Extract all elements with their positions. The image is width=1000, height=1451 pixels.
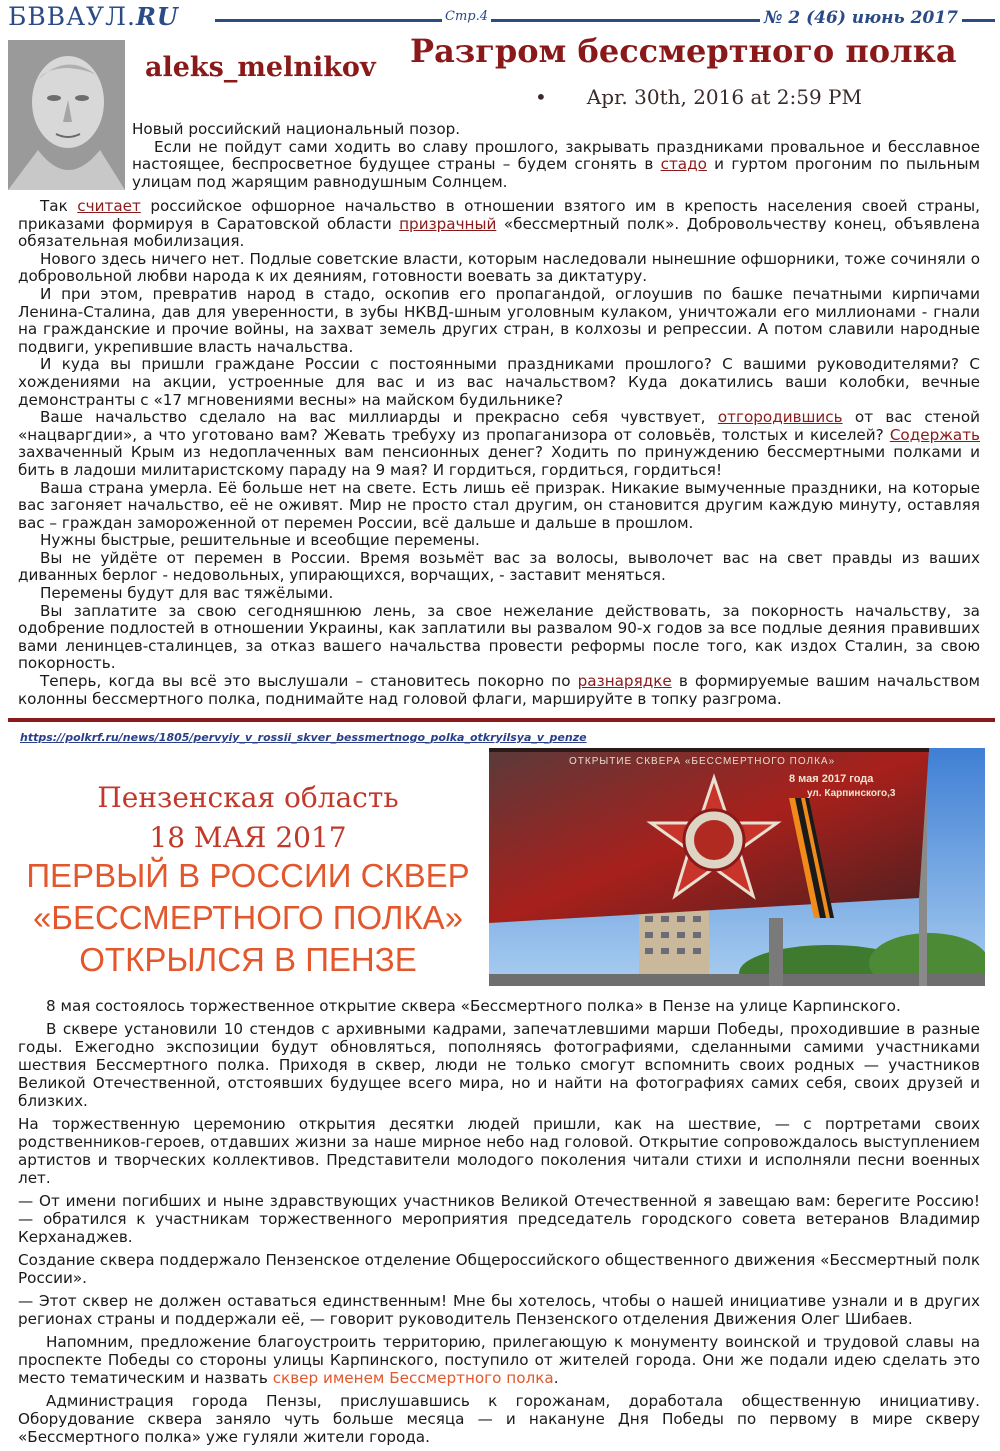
link-schitaet[interactable]: считает: [77, 197, 141, 215]
lead-line: Новый российский национальный позор.: [132, 120, 461, 138]
section-divider: [8, 718, 995, 722]
billboard-date: 8 мая 2017 года: [789, 773, 874, 785]
text-span: российское офшорное начальство в отношении взятого им в крепость населения своей страны, приказами формируя в Саратовской области: [18, 197, 980, 233]
headline-line: ПЕРВЫЙ В РОССИИ СКВЕР: [26, 857, 470, 894]
author-name: aleks_melnikov: [145, 52, 376, 83]
author-portrait: [8, 40, 125, 190]
link-soderzhat[interactable]: Содержать: [889, 425, 980, 444]
headline-line: ОТКРЫЛСЯ В ПЕНЗЕ: [79, 941, 417, 978]
date-text: Apr. 30th, 2016 at 2:59 PM: [586, 85, 862, 109]
masthead-logo: [8, 2, 179, 31]
text-span: от вас стеной «нацваргдии», а что уготовано вам? Жевать требуху из пропаганизора от соловьёв, толстых и киселей?: [18, 408, 980, 444]
paragraph: Нужны быстрые, решительные и всеобщие перемены.: [40, 531, 480, 550]
issue-number: № 2 (46) июнь 2017: [760, 8, 962, 28]
paragraph: Администрация города Пензы, прислушавшись к горожанам, доработала общественную инициативу. Оборудование сквера заняло чуть больше месяца — и накануне Дня Победы по первому в мире скверу «Бессмертного полка» уже гуляли жители города.: [18, 1392, 980, 1446]
paragraph: Создание сквера поддержало Пензенское отделение Общероссийского общественного движения «Бессмертный полк России».: [18, 1251, 980, 1287]
link-otgorodivshis[interactable]: отгородившись: [717, 408, 843, 427]
article-date: [535, 85, 862, 109]
logo-text: БВВАУЛ.: [8, 2, 136, 31]
paragraph: Ваша страна умерла. Её больше нет на свете. Есть лишь её призрак. Никакие вымученные праздники, на которые вас загоняет начальство, её не оживят. Мир не просто стал другим, он становится другим каждую минуту, оставляя вас – граждан замороженной от перемен России, всё дальше и дальше в прошлом.: [18, 478, 980, 532]
text-span: Если не пойдут сами ходить во славу прошлого, закрывать праздниками провальное и бесславное настоящее, беспросветное будущее страны – будем сгонять в: [132, 137, 980, 174]
paragraph: И при этом, превратив народ в стадо, оскопив его пропагандой, оглоушив по башке печатными кирпичами Ленина-Сталина, дав для уверенности, в зубы НКВД-шным уголовным кулаком, уничтожали его миллионами - гнали на гражданские и прочие войны, на захват земель других стран, в колхозы и репрессии. А потом славили народные подвиги, укрепившие власть начальства.: [18, 284, 980, 356]
billboard-image: [489, 748, 985, 986]
billboard-photo: [489, 748, 985, 986]
link-prizrachny[interactable]: призрачный: [399, 214, 497, 233]
source-link[interactable]: https://polkrf.ru/news/1805/pervyiy_v_rossii_skver_bessmertnogo_polka_otkryilsya_v_penze: [20, 731, 587, 744]
billboard-address: ул. Карпинского,3: [807, 788, 896, 799]
text-span: «бессмертный полк». Добровольчеству конец, объявлена обязательная мобилизация.: [18, 214, 980, 251]
article-body: [18, 198, 980, 708]
bust-image: [8, 40, 125, 190]
region-heading: [8, 778, 488, 858]
text-span: и гуртом прогоним по пыльным улицам под жарящим равнодушным Солнцем.: [132, 155, 980, 191]
paragraph: [18, 673, 980, 708]
text-span: Теперь, когда вы всё это выслушали – становитесь покорно по: [40, 672, 578, 691]
paragraph: 8 мая состоялось торжественное открытие сквера «Бессмертного полка» в Пензе на улице Карпинского.: [46, 997, 901, 1015]
text-span: в формируемые вашим начальством колонны бессмертного полка, поднимайте над головой флаги, маршируйте в топку разгрома.: [18, 672, 980, 708]
paragraph: Нового здесь ничего нет. Подлые советские власти, которым наследовали нынешние офшорники, тоже сочиняли о добровольной любви народа к их деяниям, готовности воевать за диктатуру.: [18, 249, 980, 286]
region-name: Пензенская область: [97, 781, 399, 814]
link-skver[interactable]: сквер именем Бессмертного полка: [272, 1369, 554, 1387]
event-date: 18 МАЯ 2017: [149, 821, 347, 854]
billboard-top-text: ОТКРЫТИЕ СКВЕРА «БЕССМЕРТНОГО ПОЛКА»: [569, 756, 836, 767]
article-lead: [132, 121, 980, 191]
article2-title: [8, 855, 488, 981]
text-span: .: [553, 1369, 559, 1387]
text-span: Ваше начальство сделало на вас миллиарды и прекрасно себя чувствует,: [40, 408, 718, 427]
paragraph: [18, 1333, 980, 1387]
paragraph: — От имени погибших и ныне здравствующих участников Великой Отечественной я завещаю вам: берегите Россию! — обратился к участникам торжественного мероприятия председатель городского совета ветеранов Владимир Керханаджев.: [18, 1192, 980, 1246]
text-span: захваченный Крым из недоплаченных вам пенсионных денег? Ходить по принуждению бессмертными полками и бить в ладоши милитаристскому параду на 9 мая? И гордиться, гордиться, гордиться!: [18, 443, 980, 479]
paragraph: [18, 409, 980, 479]
paragraph: И куда вы пришли граждане России с постоянными праздниками прошлого? С вашими руководителями? С хождениями на акции, устроенные для вас и из вас начальством? Куда докатились ваши колобки, вечные демонстранты с «17 мгновениями весны» на майском будильнике?: [18, 355, 980, 409]
logo-ru: RU: [135, 2, 179, 31]
paragraph: [18, 198, 980, 251]
paragraph: В сквере установили 10 стендов с архивными кадрами, запечатлевшими марши Победы, проходившие в разные годы. Ежегодно экспозиции будут обновляться, пополняясь фотографиями, сделанными самими участниками шествия Бессмертного полка. Приходя в сквер, люди не только смогут вспомнить своих родных — участников Великой Отечественной, отстоявших будущее всего мира, но и найти на фотографиях самих себя, своих друзей и близких.: [18, 1020, 980, 1110]
text-span: Напомним, предложение благоустроить территорию, прилегающую к монументу воинской и трудовой славы на проспекте Победы со стороны улицы Карпинского, поступило от жителей города. Они же подали идею сделать это место тематическим и назвать: [18, 1333, 980, 1387]
paragraph: Вы заплатите за свою сегодняшнюю лень, за свое нежелание действовать, за покорность начальству, за одобрение подлостей в отношении Украины, как заплатили вы развалом 90-х годов за все подлые деяния правивших вами ленинцев-сталинцев, за отказ вашего начальства провести реформы после того, как издох Сталин, за свою покорность.: [18, 601, 980, 673]
headline-line: «БЕССМЕРТНОГО ПОЛКА»: [32, 899, 464, 936]
text-span: Так: [40, 197, 78, 215]
link-raznaryadke[interactable]: разнарядке: [577, 672, 672, 691]
page-number: Стр.4: [442, 9, 491, 24]
paragraph: Вы не уйдёте от перемен в России. Время возьмёт вас за волосы, выволочет вас на свет правды из ваших диванных берлог - недовольных, упирающихся, ворчащих, - заставит меняться.: [18, 548, 980, 585]
article-title: Разгром бессмертного полка: [410, 32, 957, 70]
paragraph: Перемены будут для вас тяжёлыми.: [40, 584, 334, 603]
link-stado[interactable]: стадо: [660, 155, 707, 174]
paragraph: На торжественную церемонию открытия десятки людей пришли, как на шествие, — с портретами своих родственников-героев, отдавших жизни за наше мирное небо над головой. Открытие сопровождалось выступлением артистов и творческих коллективов. Представители молодого поколения читали стихи и исполняли песни военных лет.: [18, 1115, 980, 1187]
bullet-icon: •: [535, 85, 547, 109]
lead-paragraph: [132, 139, 980, 192]
paragraph: — Этот сквер не должен оставаться единственным! Мне бы хотелось, чтобы о нашей инициативе узнали и в других регионах страны и поддержали её, — говорит руководитель Пензенского отделения Движения Олег Шибаев.: [18, 1292, 980, 1328]
article2-body: [18, 997, 980, 1451]
